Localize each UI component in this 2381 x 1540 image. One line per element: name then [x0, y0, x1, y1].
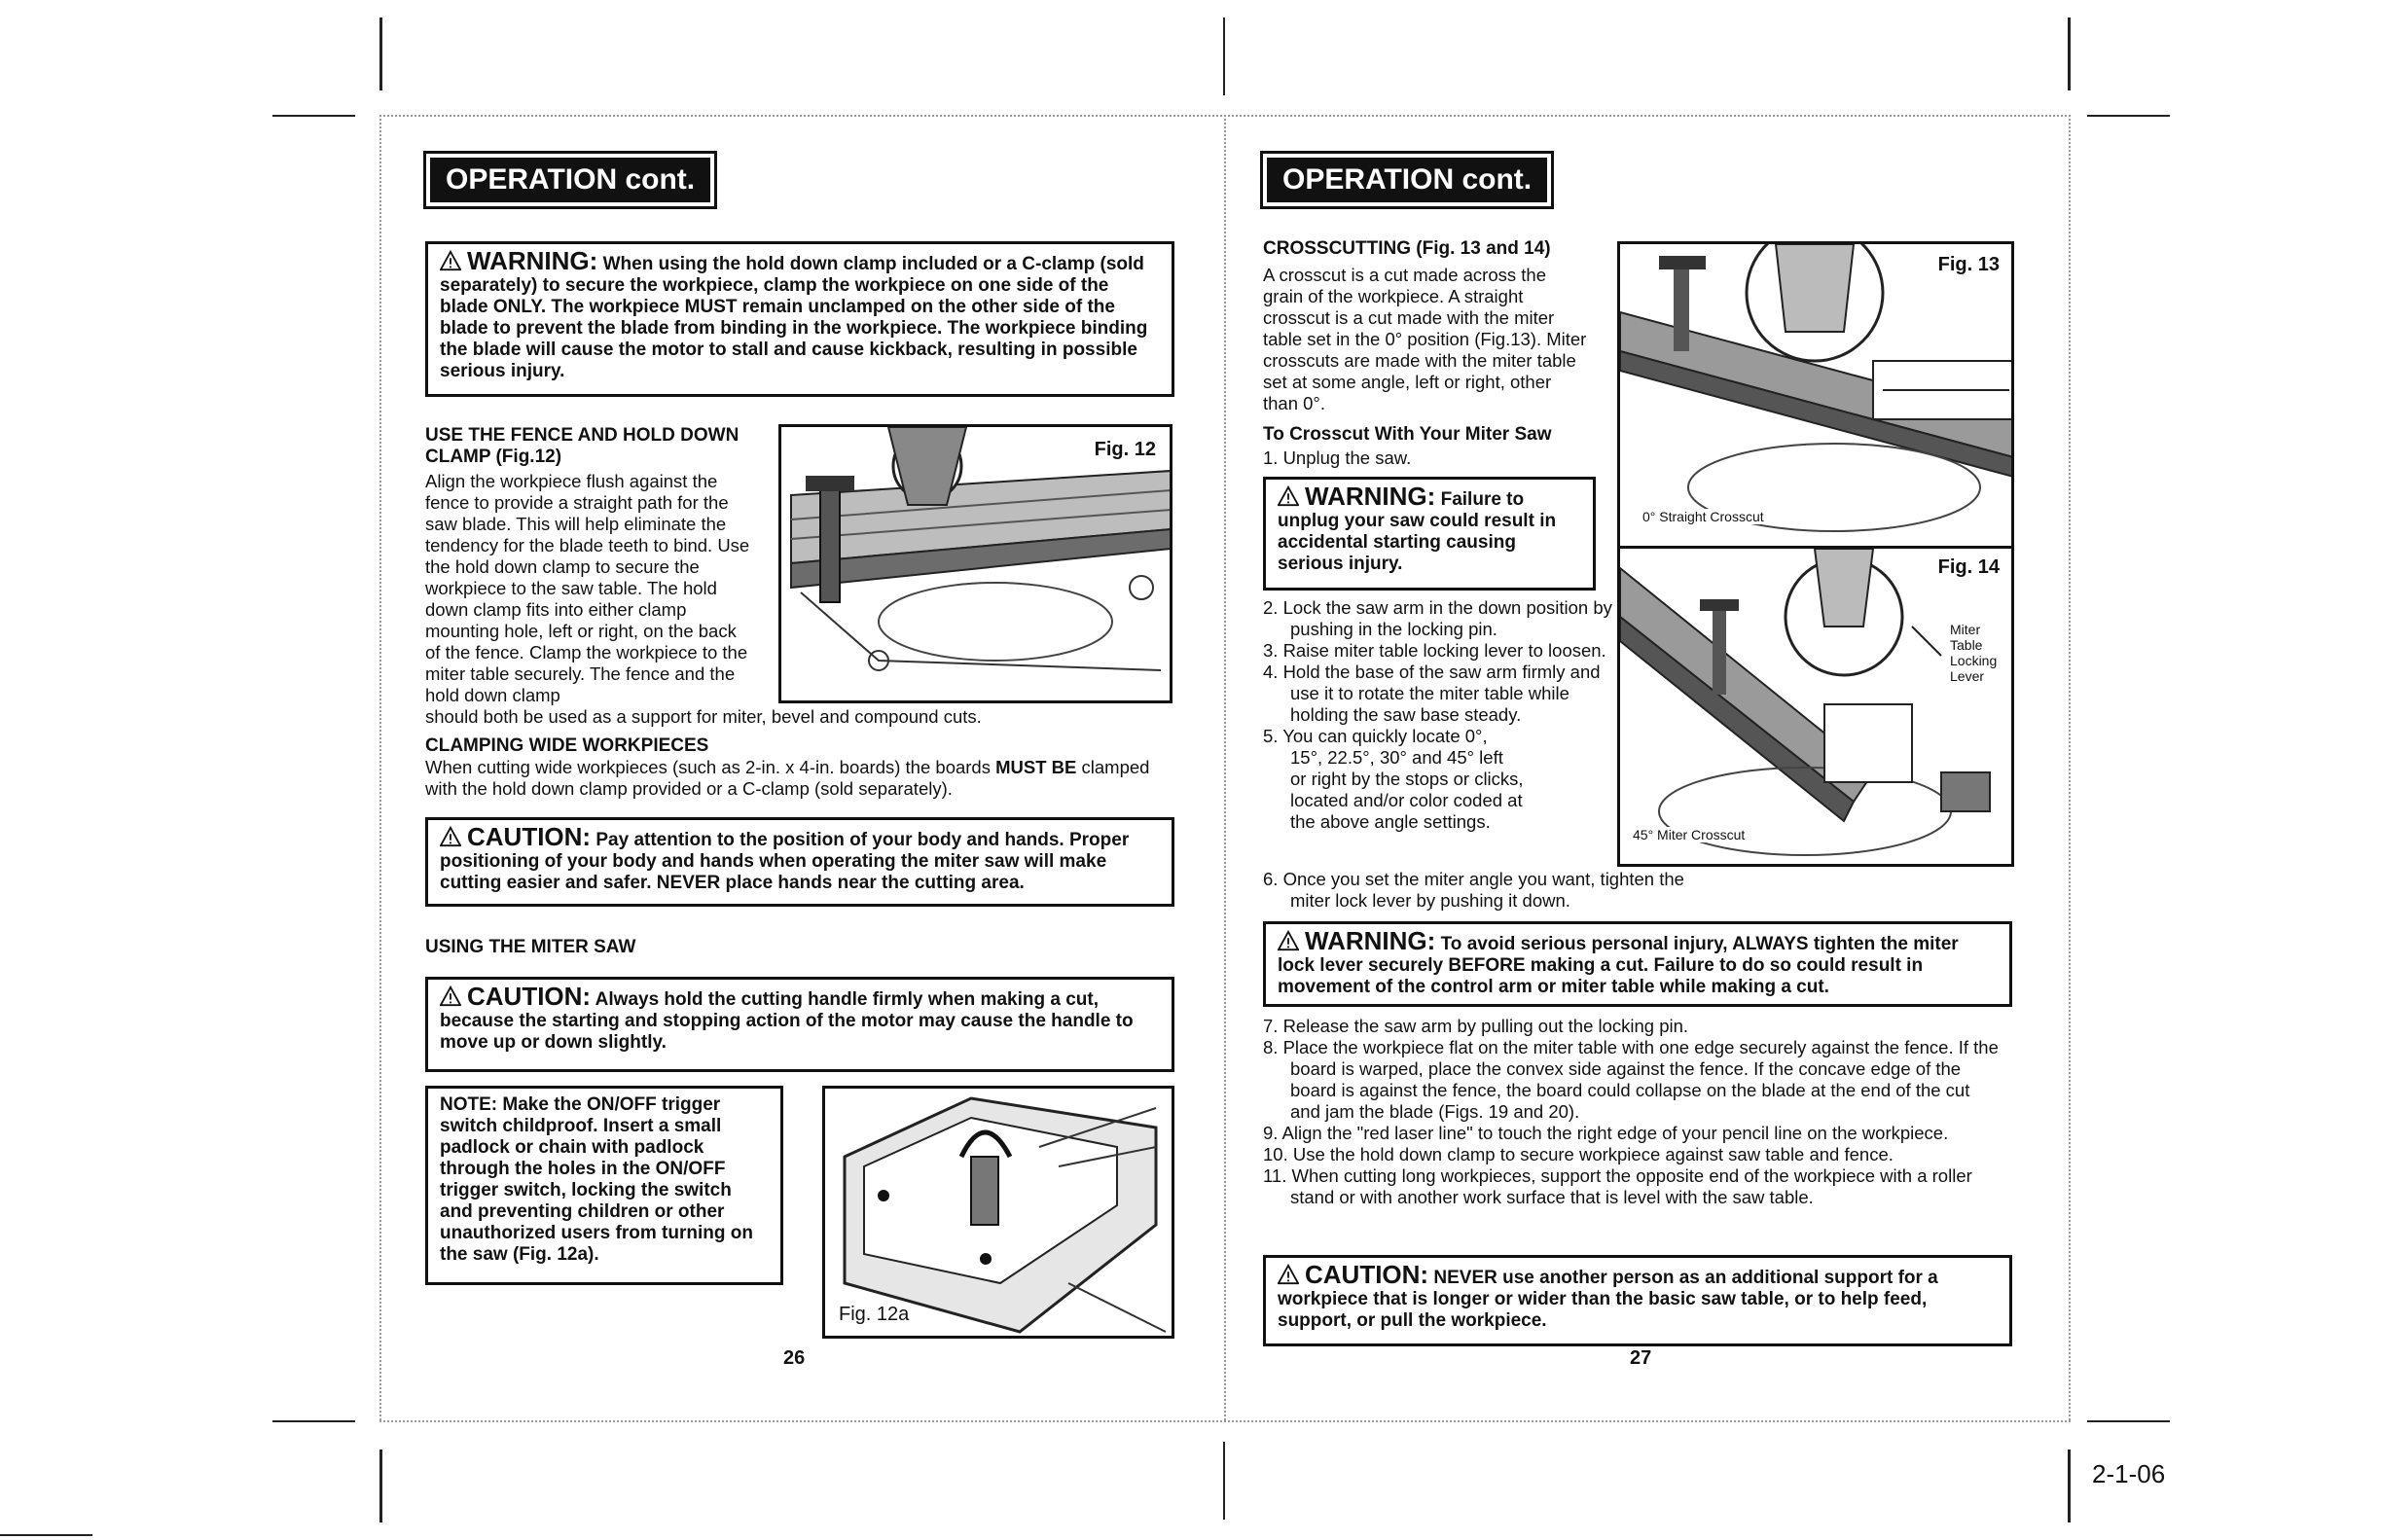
figure-label: Fig. 14 — [1934, 556, 2003, 579]
step-list — [1263, 1016, 2002, 1208]
section-header: OPERATION cont. — [430, 158, 710, 202]
crop-mark — [272, 1420, 355, 1422]
fig14-illustration — [1617, 546, 2014, 867]
step-item: 7. Release the saw arm by pulling out the locking pin. — [1263, 1016, 1689, 1036]
crop-mark — [1223, 18, 1225, 95]
crop-mark — [2087, 115, 2170, 117]
caution-box — [425, 977, 1174, 1072]
crop-mark — [1223, 1442, 1225, 1520]
emphasis-text: MUST BE — [995, 757, 1077, 777]
page-number: 27 — [1630, 1347, 1652, 1369]
section-header: OPERATION cont. — [1267, 158, 1547, 202]
section-title: USING THE MITER SAW — [425, 937, 636, 957]
subsection-title: To Crosscut With Your Miter Saw — [1263, 424, 1552, 445]
fig13-illustration — [1617, 241, 2014, 549]
caution-text: Always hold the cutting handle firmly when making a cut, because the starting and stopping action of the motor may cause the handle to move up or down slightly. — [440, 989, 1134, 1053]
crop-mark — [272, 115, 355, 117]
figure-label: Fig. 13 — [1934, 254, 2003, 276]
caution-text: NEVER use another person as an additional support for a workpiece that is longer or wider than the basic saw table, or to help feed, support, or pull the workpiece. — [1278, 1268, 1938, 1331]
page-number: 26 — [783, 1347, 806, 1369]
warning-text: When using the hold down clamp included or a C-clamp (sold separately) to secure the workpiece, clamp the workpiece on one side of the blade ONLY. The workpiece MUST remain unclamped on the other side of the blade to prevent the blade from binding in the workpiece. The workpiece binding the blade will cause the motor to stall and cause kickback, resulting in possible serious injury. — [440, 254, 1148, 381]
section-title: CLAMPING WIDE WORKPIECES — [425, 735, 709, 756]
step-item: 8. Place the workpiece flat on the miter table with one edge securely against the fence. If the board is warped, place the convex side against the fence. If the concave edge of the board is against the fence, the board could collapse on the blade at the end of the cut and jam the blade (Figs. 19 and 20). — [1263, 1037, 1999, 1122]
warning-triangle-icon — [1278, 485, 1299, 507]
section-title: CROSSCUTTING (Fig. 13 and 14) — [1263, 238, 1551, 259]
caution-box — [425, 817, 1174, 907]
body-text: Align the workpiece flush against the fence to provide a straight path for the saw blade. This will help eliminate the tendency for the blade teeth to bind. Use the hold down clamp to secure the workpiece to the saw table. The hold down clamp fits into either clamp mounting hole, left or right, on the back of the fence. Clamp the workpiece to the miter table securely. The fence and the hold down clamp — [425, 471, 750, 705]
step-list — [1263, 597, 1618, 833]
body-text: A crosscut is a cut made across the grain of the workpiece. A straight crosscut is a cut made with the miter table set in the 0° position (Fig.13). Miter crosscuts are made with the miter table set at some angle, left or right, other than 0°. — [1263, 265, 1587, 413]
figure-label: Fig. 12a — [835, 1304, 913, 1326]
trigger-switch-drawing — [825, 1089, 1174, 1339]
note-box: NOTE: Make the ON/OFF trigger switch childproof. Insert a small padlock or chain with padlock through the holes in the ON/OFF trigger switch, locking the switch and preventing children or other unauthorized users from turning on the saw (Fig. 12a). — [425, 1086, 783, 1285]
step-item: 3. Raise miter table locking lever to loosen. — [1263, 640, 1606, 661]
warning-box — [1263, 921, 2012, 1007]
page-divider — [1224, 115, 1226, 1420]
step-item: 9. Align the "red laser line" to touch the right edge of your pencil line on the workpiece. — [1263, 1123, 1949, 1143]
warning-text: To avoid serious personal injury, ALWAYS tighten the miter lock lever securely BEFORE making a cut. Failure to do so could result in movement of the control arm or miter table while making a cut. — [1278, 934, 1959, 997]
page-border — [379, 115, 381, 1420]
warning-triangle-icon — [440, 250, 461, 271]
crop-mark — [2068, 1450, 2071, 1522]
page-border — [2069, 115, 2071, 1420]
caution-label: CAUTION: — [467, 822, 592, 851]
section-title: USE THE FENCE AND HOLD DOWN CLAMP (Fig.12) — [425, 425, 740, 467]
figure-label: Fig. 12 — [1091, 439, 1160, 461]
warning-label: WARNING: — [1305, 482, 1436, 511]
body-text: should both be used as a support for miter, bevel and compound cuts. — [425, 706, 982, 727]
miter-crosscut-drawing — [1620, 549, 2014, 867]
fig12a-illustration — [822, 1086, 1174, 1339]
step-item: 2. Lock the saw arm in the down position by pushing in the locking pin. — [1263, 597, 1612, 639]
page-border — [379, 1420, 2071, 1422]
miter-saw-clamp-drawing — [781, 427, 1172, 703]
figure-caption: 0° Straight Crosscut — [1640, 509, 1767, 524]
crop-mark — [2087, 1420, 2170, 1422]
step-item: 4. Hold the base of the saw arm firmly and use it to rotate the miter table while holding the saw base steady. — [1263, 662, 1601, 725]
step-item: 10. Use the hold down clamp to secure workpiece against saw table and fence. — [1263, 1144, 1894, 1164]
step-item: 11. When cutting long workpieces, support the opposite end of the workpiece with a roller stand or with another work surface that is level with the saw table. — [1263, 1165, 1972, 1207]
warning-text: Failure to unplug your saw could result in accidental starting causing serious injury. — [1278, 489, 1557, 574]
step-text: 1. Unplug the saw. — [1263, 448, 1412, 468]
caution-text: Pay attention to the position of your body and hands. Proper positioning of your body and hands when operating the miter saw will make cutting easier and safer. NEVER place hands near the cutting area. — [440, 830, 1130, 893]
warning-triangle-icon — [1278, 930, 1299, 951]
crop-mark — [0, 1534, 92, 1536]
fig12-illustration — [778, 424, 1172, 703]
warning-box — [1263, 477, 1596, 591]
callout-label: Miter Table Locking Lever — [1947, 622, 2011, 684]
step-item: 5. You can quickly locate 0°, 15°, 22.5°, 30° and 45° left or right by the stops or clicks, located and/or color coded at the above angle settings. — [1263, 726, 1524, 832]
straight-crosscut-drawing — [1620, 244, 2014, 549]
warning-label: WARNING: — [1305, 926, 1436, 955]
body-text — [425, 757, 1184, 800]
caution-box — [1263, 1255, 2012, 1346]
date-code: 2-1-06 — [2092, 1459, 2166, 1488]
warning-label: WARNING: — [467, 246, 598, 275]
body-text-segment: When cutting wide workpieces (such as 2-in. x 4-in. boards) the boards — [425, 757, 996, 777]
step-text: 6. Once you set the miter angle you want, tighten the miter lock lever by pushing it down. — [1263, 869, 1684, 911]
crop-mark — [2068, 18, 2071, 90]
crop-mark — [379, 18, 382, 90]
warning-triangle-icon — [440, 826, 461, 847]
warning-box — [425, 241, 1174, 397]
figure-caption: 45° Miter Crosscut — [1630, 827, 1748, 842]
warning-triangle-icon — [440, 985, 461, 1007]
warning-triangle-icon — [1278, 1264, 1299, 1285]
body-text-segment: clamped with the hold down clamp provided or a C-clamp (sold separately). — [425, 757, 1150, 799]
caution-label: CAUTION: — [1305, 1260, 1429, 1289]
caution-label: CAUTION: — [467, 982, 592, 1011]
crop-mark — [379, 1450, 382, 1522]
